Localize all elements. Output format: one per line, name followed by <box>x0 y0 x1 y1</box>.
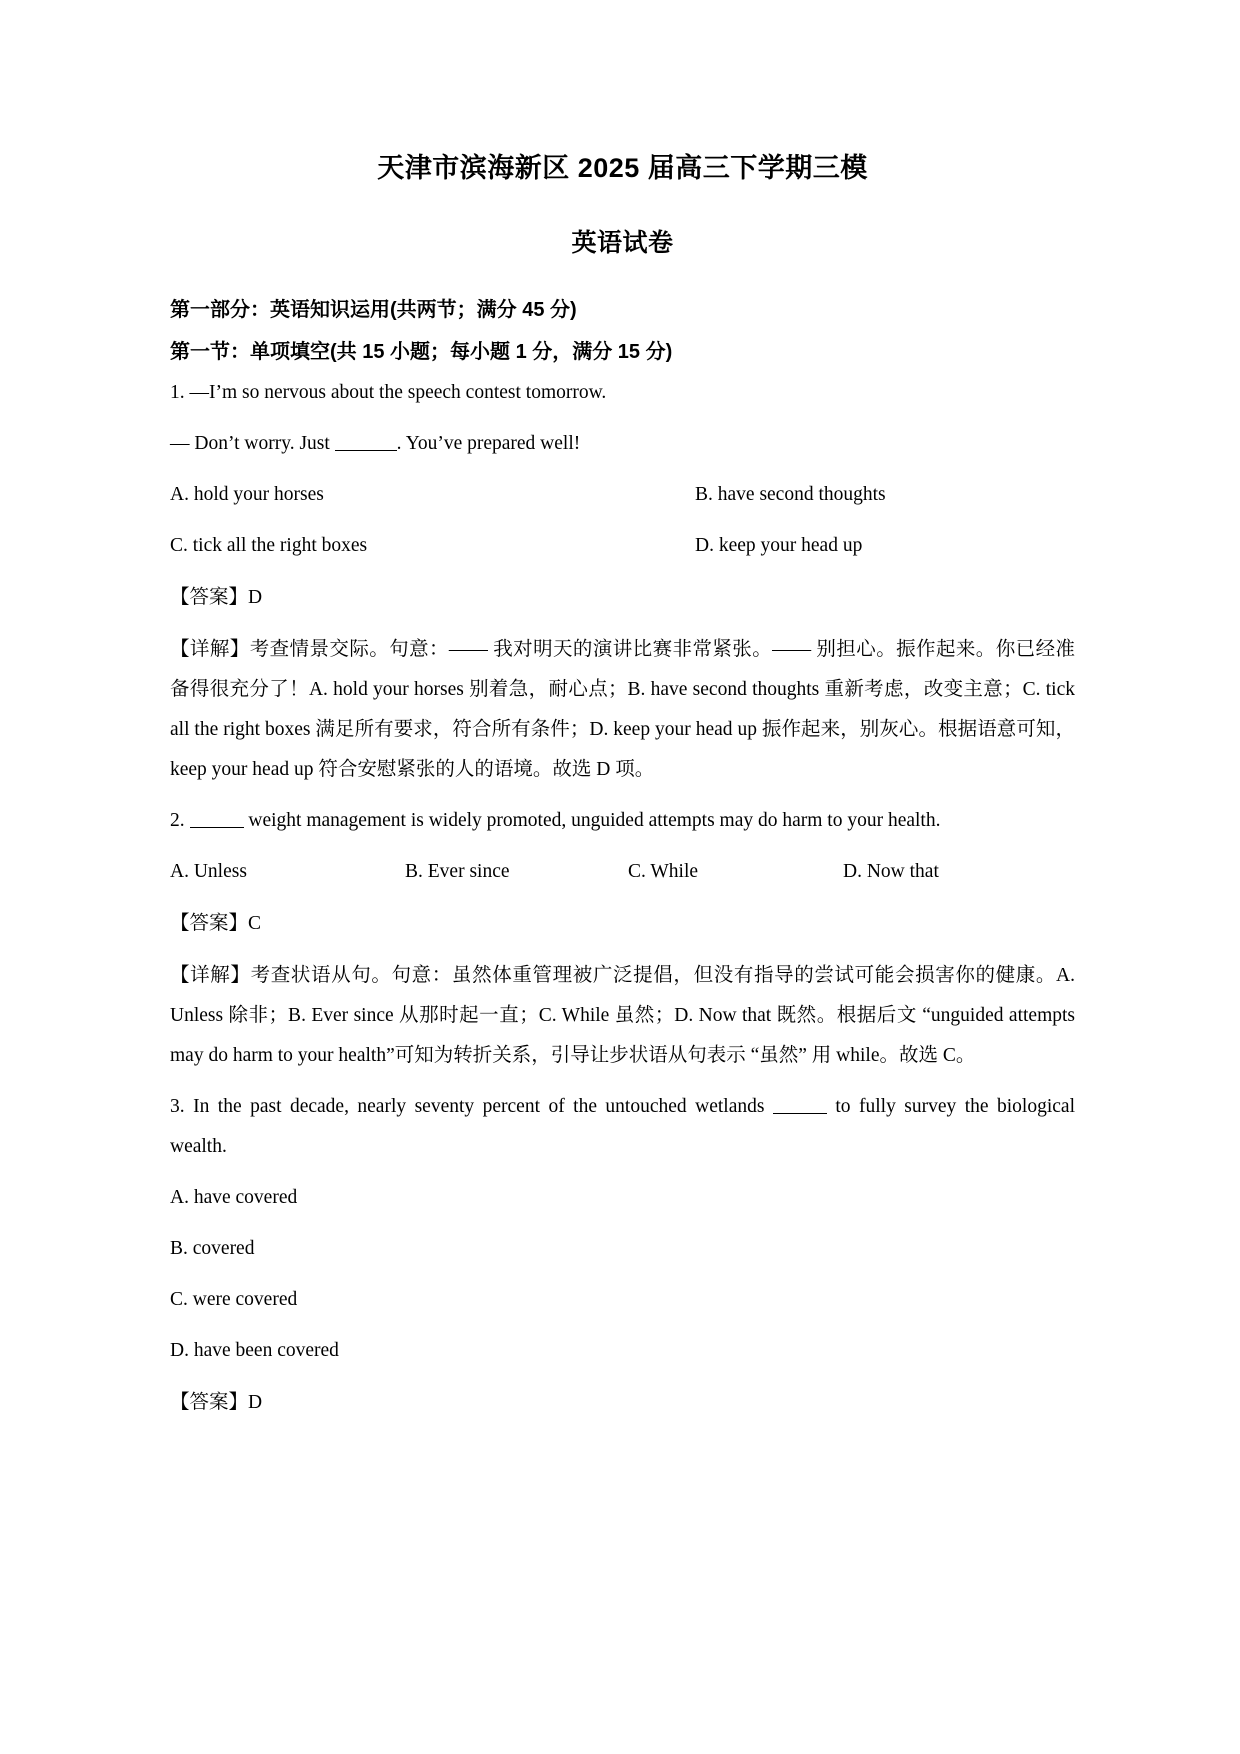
explanation-label: 【详解】 <box>170 638 250 661</box>
question-2-stem-prefix: 2. <box>170 810 190 832</box>
answer-label: 【答案】 <box>170 1391 249 1414</box>
question-3-option-a[interactable]: A. have covered <box>170 1187 298 1209</box>
explanation-text: 考查状语从句。句意：虽然体重管理被广泛提倡，但没有指导的尝试可能会损害你的健康。A. Unless 除非；B. Ever since 从那时起一直；C. While 虽然；D. Now that 既然。根据后文 “unguided attempts may do harm to your health”可知为转折关系，引导让步状语从句表示 “虽然” 用 while。故选 C。 <box>170 965 1075 1067</box>
question-3-stem-prefix: 3. In the past decade, nearly seventy percent of the untouched wetlands <box>170 1096 773 1118</box>
answer-value: C <box>248 913 262 935</box>
question-1-option-b[interactable]: B. have second thoughts <box>695 484 886 506</box>
explanation-text: 考查情景交际。句意：—— 我对明天的演讲比赛非常紧张。—— 别担心。振作起来。你已经准备得很充分了！A. hold your horses 别着急，耐心点；B. have second thoughts 重新考虑，改变主意；C. tick all the right boxes 满足所有要求，符合所有条件；D. keep your head up 振作起来，别灰心。根据语意可知，keep your head up 符合安慰紧张的人的语境。故选 D 项。 <box>170 639 1075 781</box>
section-heading-part-one: 第一部分：英语知识运用(共两节；满分 45 分) <box>170 299 577 322</box>
question-2-option-b[interactable]: B. Ever since <box>405 861 510 883</box>
question-2-stem-suffix: weight management is widely promoted, unguided attempts may do harm to your health. <box>243 810 941 832</box>
answer-value: D <box>248 587 263 609</box>
question-3-option-c[interactable]: C. were covered <box>170 1289 298 1311</box>
question-1-options-row-1 <box>170 464 1075 515</box>
question-1-explanation <box>170 618 1075 790</box>
question-2-answer <box>170 892 1075 944</box>
question-2-option-a[interactable]: A. Unless <box>170 861 247 883</box>
explanation-label: 【详解】 <box>170 964 251 987</box>
question-3-answer <box>170 1371 1075 1423</box>
question-1-option-a[interactable]: A. hold your horses <box>170 484 324 506</box>
question-3-stem-suffix: to fully survey the biological wealth. <box>170 1096 1075 1158</box>
answer-label: 【答案】 <box>170 912 249 935</box>
answer-blank <box>190 827 244 828</box>
question-2-stem <box>170 790 1075 841</box>
page-title: 天津市滨海新区 2025 届高三下学期三模 <box>377 153 868 183</box>
question-2-option-c[interactable]: C. While <box>628 861 699 883</box>
question-1-option-c[interactable]: C. tick all the right boxes <box>170 535 368 557</box>
question-1-stem-line-2 <box>170 413 1075 464</box>
question-3-stem <box>170 1076 1075 1167</box>
answer-value: D <box>248 1392 263 1414</box>
question-3-option-d[interactable]: D. have been covered <box>170 1340 339 1362</box>
page-content <box>170 0 1075 1423</box>
answer-blank <box>335 450 397 451</box>
question-1-answer <box>170 566 1075 618</box>
question-1-stem-line-1: 1. —I’m so nervous about the speech contest tomorrow. <box>170 382 607 404</box>
page-subtitle: 英语试卷 <box>571 229 674 258</box>
question-2-options-row <box>170 841 1075 892</box>
section-heading-section-one: 第一节：单项填空(共 15 小题；每小题 1 分，满分 15 分) <box>170 341 673 364</box>
question-3-option-b[interactable]: B. covered <box>170 1238 255 1260</box>
answer-label: 【答案】 <box>170 586 249 609</box>
question-1-stem-suffix: . You’ve prepared well! <box>396 433 581 455</box>
question-1-options-row-2 <box>170 515 1075 566</box>
question-1-stem-prefix: — Don’t worry. Just <box>170 433 335 455</box>
question-2-option-d[interactable]: D. Now that <box>843 861 939 883</box>
answer-blank <box>773 1113 827 1114</box>
question-1-option-d[interactable]: D. keep your head up <box>695 535 863 557</box>
question-2-explanation <box>170 944 1075 1076</box>
